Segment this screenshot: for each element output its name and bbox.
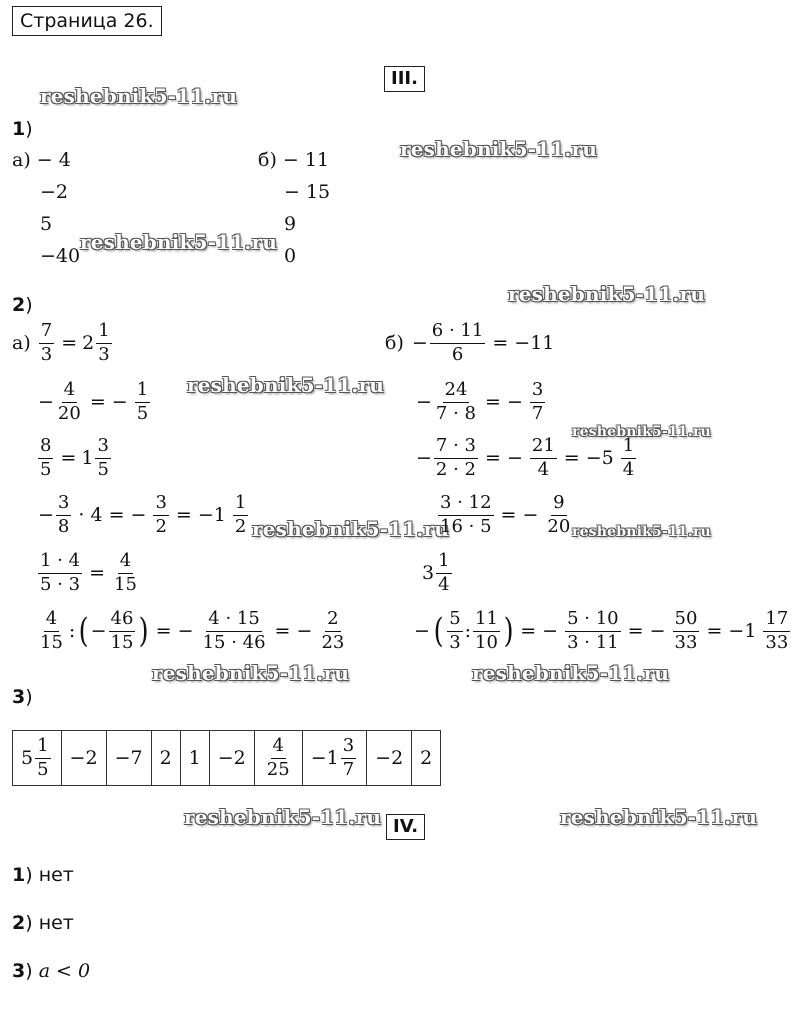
page-label: Страница 26. [12,6,162,36]
fraction: $\frac{46}{15}$ [110,608,134,653]
fraction: $\frac{1}{4}$ [622,435,635,480]
task-2a-line-6: $\frac{4}{15}$ : ( − $\frac{46}{15}$ ) = − $\frac{4 \cdot 15}{15 \cdot 46}$ = − $\frac{2}{23}$ [40,608,345,653]
task-2a-line-4: − $\frac{3}{8}$ · 4 = − $\frac{3}{2}$ = −1 $\frac{1}{2}$ [38,492,247,537]
task-1-number: 1) [12,118,33,140]
task-1b-value: 0 [284,245,297,267]
table-cell: −2 [367,731,412,786]
fraction: $\frac{1}{3}$ [98,320,110,365]
fraction: $\frac{3 \cdot 12}{16 \cdot 5}$ [440,492,492,537]
task-1a-label: а) [12,149,31,171]
answer-item: 1) нет [12,864,74,886]
fraction: $\frac{1}{2}$ [234,492,247,537]
table-cell: −1 $\frac{3}{7}$ [302,731,366,786]
task-2b-line-2: − $\frac{24}{7 \cdot 8}$ = − $\frac{3}{7}$ [416,379,544,424]
fraction: $\frac{50}{33}$ [674,608,698,653]
table-cell: 1 [180,731,209,786]
task-1a-value: −40 [40,245,81,267]
task-2a-line-3: $\frac{8}{5}$ = 1 $\frac{3}{5}$ [40,435,109,480]
fraction: $\frac{7}{3}$ [40,320,53,365]
watermark: reshebnik5-11.ru [572,524,711,540]
task-2a-line-5: $\frac{1 \cdot 4}{5 \cdot 3}$ = $\frac{4}{15}$ [40,550,137,595]
watermark: reshebnik5-11.ru [560,805,758,829]
task-2a-line-2: − $\frac{4}{20}$ = − $\frac{1}{5}$ [38,379,149,424]
task-2b-line-1: б) − $\frac{6 \cdot 11}{6}$ = −11 [385,320,555,365]
task-1a [12,151,71,170]
watermark: reshebnik5-11.ru [80,230,278,254]
watermark: reshebnik5-11.ru [252,517,450,541]
table-cell: −2 [61,731,106,786]
table-row [13,731,441,786]
answer-item: 2) нет [12,912,74,934]
watermark: reshebnik5-11.ru [187,373,385,397]
fraction: $\frac{17}{33}$ [765,608,789,653]
watermark: reshebnik5-11.ru [472,661,670,685]
watermark: reshebnik5-11.ru [40,84,238,108]
table-cell: −7 [106,731,151,786]
task-1b-value: − 11 [282,149,330,171]
task-2a-line-1: а) $\frac{7}{3}$ = 2 $\frac{1}{3}$ [12,320,110,365]
answer-item: 3) a < 0 [12,960,91,982]
task-2b-label: б) [385,331,404,354]
fraction: $\frac{4}{15}$ [40,608,63,653]
fraction: $\frac{2}{23}$ [321,608,345,653]
answer-table [12,730,441,786]
table-cell: 2 [151,731,180,786]
task-2b-line-6: − ( $\frac{5}{3}$ : $\frac{11}{10}$ ) = − $\frac{5 \cdot 10}{3 \cdot 11}$ = − $\frac{50}{33}$ = −1 $\frac{17}{33}$ [414,608,789,653]
watermark: reshebnik5-11.ru [572,424,711,440]
section-3-title: III. [384,66,425,92]
task-1b-value: 9 [284,213,297,235]
fraction: $\frac{5 \cdot 10}{3 \cdot 11}$ [567,608,619,653]
task-1b-value: − 15 [284,181,331,203]
fraction: $\frac{5}{3}$ [449,608,461,653]
fraction: $\frac{11}{10}$ [475,608,498,653]
fraction: $\frac{3}{7}$ [531,379,544,424]
fraction: $\frac{4 \cdot 15}{15 \cdot 46}$ [202,608,266,653]
fraction: $\frac{21}{4}$ [531,435,555,480]
fraction: $\frac{3}{2}$ [155,492,167,537]
fraction: $\frac{3}{8}$ [57,492,70,537]
fraction: $\frac{3}{5}$ [97,435,109,480]
section-4-title: IV. [386,814,425,840]
fraction: $\frac{9}{20}$ [547,492,571,537]
table-cell: −2 [209,731,254,786]
task-2b-line-4: $\frac{3 \cdot 12}{16 \cdot 5}$ = − $\frac{9}{20}$ [440,492,571,537]
table-cell: 5 $\frac{1}{5}$ [13,731,62,786]
task-1b-label: б) [258,149,277,171]
task-2a-label: а) [12,331,31,354]
watermark: reshebnik5-11.ru [508,282,706,306]
task-2b-line-3: − $\frac{7 \cdot 3}{2 \cdot 2}$ = − $\frac{21}{4}$ = −5 $\frac{1}{4}$ [416,435,635,480]
fraction: $\frac{1}{5}$ [136,379,149,424]
task-1a-value: − 4 [36,149,71,171]
task-3-number: 3) [12,686,33,708]
fraction: $\frac{7 \cdot 3}{2 \cdot 2}$ [435,435,476,480]
fraction: $\frac{8}{5}$ [40,435,52,480]
task-2-number: 2) [12,294,33,316]
fraction: $\frac{4}{20}$ [57,379,81,424]
task-2b-line-5: 3 $\frac{1}{4}$ [422,550,450,595]
table-cell: $\frac{4}{25}$ [254,731,302,786]
fraction: $\frac{6 \cdot 11}{6}$ [431,320,484,365]
fraction: $\frac{4}{15}$ [114,550,137,595]
fraction: $\frac{24}{7 \cdot 8}$ [435,379,476,424]
fraction: $\frac{1}{4}$ [438,550,450,595]
fraction: $\frac{1 \cdot 4}{5 \cdot 3}$ [40,550,81,595]
watermark: reshebnik5-11.ru [184,805,382,829]
task-1a-value: −2 [40,181,69,203]
task-1a-value: 5 [40,213,53,235]
table-cell: 2 [412,731,441,786]
task-1b [258,151,329,170]
watermark: reshebnik5-11.ru [152,661,350,685]
watermark: reshebnik5-11.ru [400,137,598,161]
